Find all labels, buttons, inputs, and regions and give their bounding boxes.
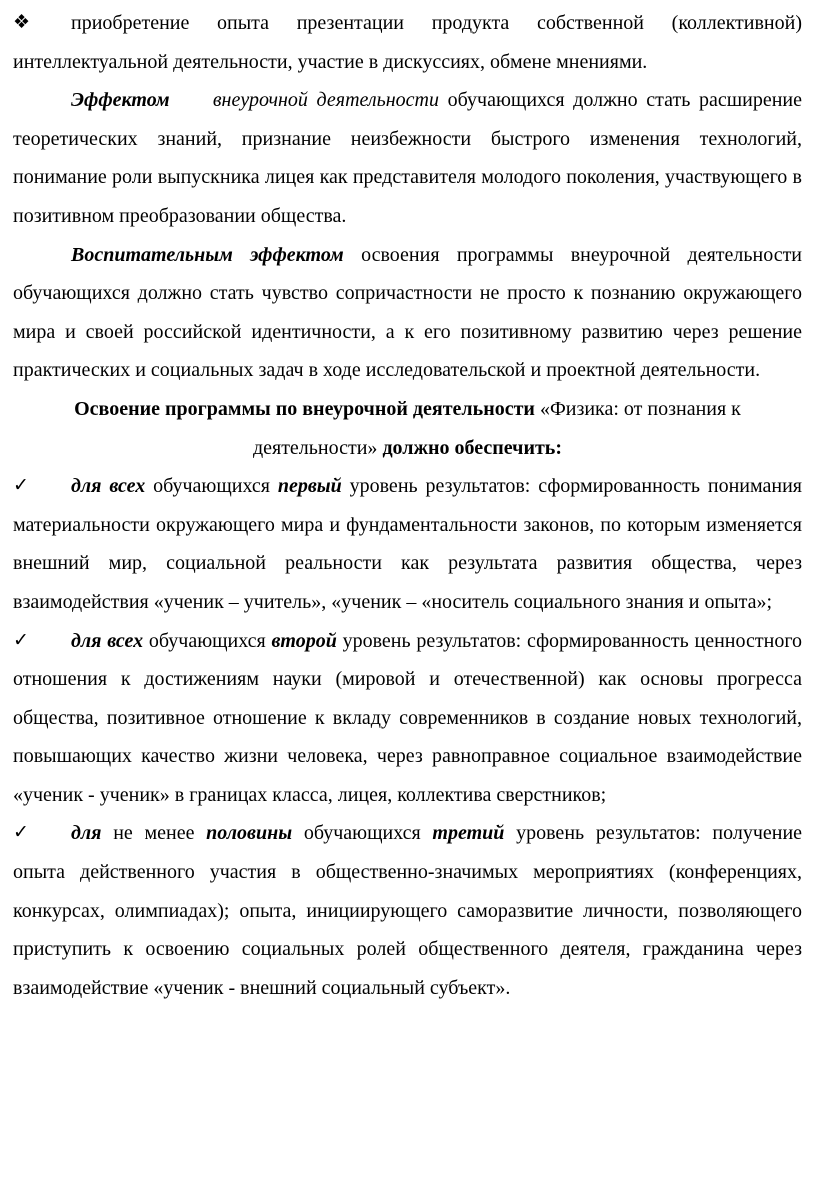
emphasis-effect: Эффектом [71,89,170,112]
item-text: обучающихся [148,629,266,652]
checkmark-icon: ✓ [13,822,29,844]
section-heading [13,390,802,467]
item-text: уровень результатов: сформированность ценностного отношения к достижениям науки (мировой и отечественной) как основы прогресса общества, позитивное отношение к вкладу современников в создание новых технологий, повышающих качество жизни человека, через равноправное социальное взаимодействие «ученик - ученик» в границах класса, лицея, коллектива сверстников; [13,629,803,806]
item-text: уровень результатов: сформированность понимания материальности окружающего мира и фундаментальности законов, по которым изменяется внешний мир, социальной реальности как результата развития общества, через взаимодействия «ученик – учитель», «ученик – «носитель социального знания и опыта»; [13,475,802,613]
heading-course-title: «Физика: от познания к деятельности» [252,397,741,459]
paragraph-text: обучающихся должно стать расширение теоретических знаний, признание неизбежности быстрого изменения технологий, понимание роли выпускника лицея как представителя молодого поколения, участвующего в позитивном преобразовании общества. [13,89,802,227]
emphasis-extracurricular: внеурочной деятельности [212,89,439,112]
paragraph-text: приобретение опыта презентации продукта собственной (коллективной) интеллектуальной деятельности, участие в дискуссиях, обмене мнениями. [13,12,802,73]
diamond-bullet-icon: ❖ [13,12,31,33]
list-item-second-level [13,622,802,815]
list-item-first-level [13,467,802,621]
heading-bold-part: Освоение программы по внеурочной деятельности [74,397,535,420]
item-text: не менее [113,822,195,845]
heading-bold-ending: должно обеспечить: [382,436,563,459]
item-text: обучающихся [153,475,270,498]
item-text: уровень результатов: получение опыта действенного участия в общественно-значимых мероприятиях (конференциях, конкурсах, олимпиадах); опыта, инициирующего саморазвитие личности, позволяющего приступить к освоению социальных ролей общественного деятеля, гражданина через взаимодействие «ученик - внешний социальный субъект». [13,822,803,999]
emphasis-for-all: для всех [71,475,146,498]
emphasis-for: для [71,822,102,845]
emphasis-half: половины [206,822,293,845]
list-item-third-level [13,814,802,1007]
item-text: обучающихся [303,822,421,845]
emphasis-level: второй [271,629,337,652]
checkmark-icon: ✓ [13,629,29,651]
paragraph-presentation-experience [13,4,802,81]
emphasis-level: первый [277,475,342,498]
paragraph-effect [13,81,802,235]
emphasis-educational-effect: Воспитательным эффектом [71,243,344,266]
emphasis-level: третий [432,822,505,845]
checkmark-icon: ✓ [13,475,29,497]
paragraph-educational-effect [13,236,802,390]
paragraph-text: освоения программы внеурочной деятельности обучающихся должно стать чувство сопричастности не просто к познанию окружающего мира и своей российской идентичности, а к его позитивному развитию через решение практических и социальных задач в ходе исследовательской и проектной деятельности. [13,243,803,382]
emphasis-for-all: для всех [71,629,144,652]
